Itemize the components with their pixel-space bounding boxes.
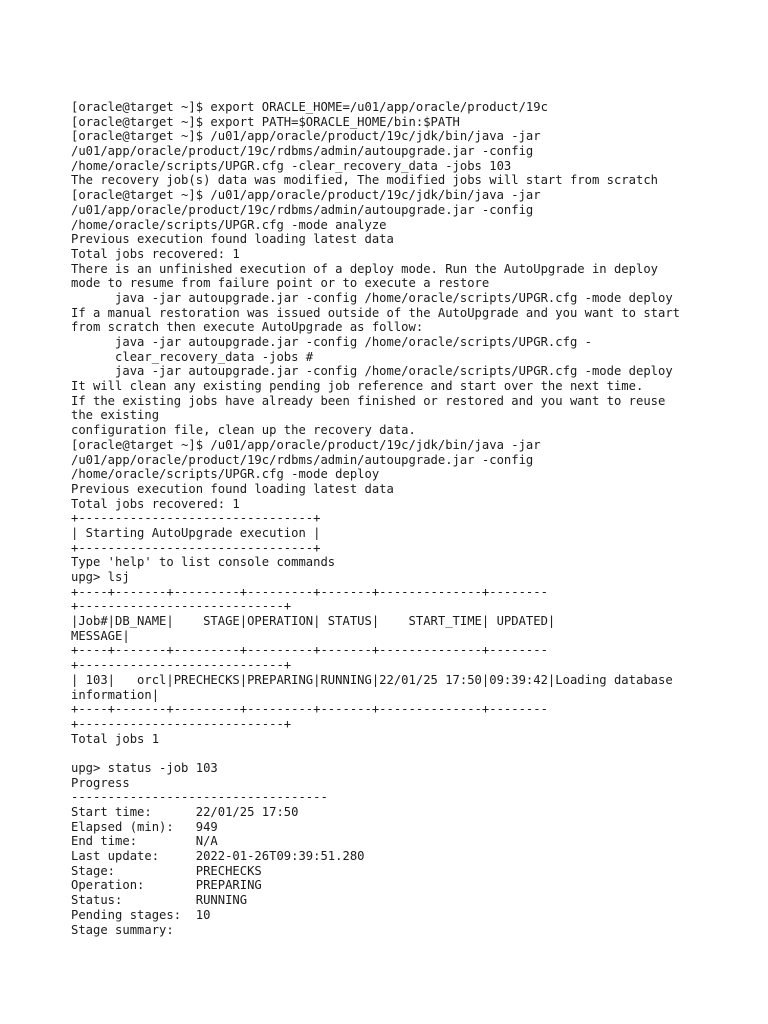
terminal-line: +----+-------+---------+---------+-------+--------------+-------- <box>71 702 548 717</box>
terminal-line: It will clean any existing pending job reference and start over the next time. <box>71 379 644 394</box>
terminal-line: ----------------------------------- <box>71 790 328 805</box>
terminal-line: +----+-------+---------+---------+-------+--------------+-------- <box>71 584 548 599</box>
terminal-line: The recovery job(s) data was modified, The modified jobs will start from scratch <box>71 173 658 188</box>
terminal-line: If a manual restoration was issued outside of the AutoUpgrade and you want to start <box>71 305 681 320</box>
terminal-line: configuration file, clean up the recovery data. <box>71 423 416 438</box>
terminal-line: | Starting AutoUpgrade execution | <box>71 525 321 540</box>
terminal-line: MESSAGE| <box>71 628 130 643</box>
terminal-line: Previous execution found loading latest data <box>71 232 394 247</box>
terminal-line: upg> lsj <box>71 570 130 584</box>
terminal-line: +----------------------------+ <box>71 658 292 673</box>
terminal-line: Total jobs recovered: 1 <box>71 246 240 261</box>
terminal-line: +----+-------+---------+---------+-------+--------------+-------- <box>71 643 548 658</box>
terminal-line: clear_recovery_data -jobs # <box>71 349 314 364</box>
terminal-line: mode to resume from failure point or to execute a restore <box>71 276 490 291</box>
terminal-line: End time: N/A <box>71 834 218 849</box>
terminal-line <box>71 746 751 761</box>
terminal-line: /u01/app/oracle/product/19c/rdbms/admin/autoupgrade.jar -config <box>71 202 534 217</box>
terminal-line: [oracle@target ~]$ /u01/app/oracle/product/19c/jdk/bin/java -jar <box>71 188 541 203</box>
terminal-line: There is an unfinished execution of a deploy mode. Run the AutoUpgrade in deploy <box>71 261 658 276</box>
terminal-line: java -jar autoupgrade.jar -config /home/oracle/scripts/UPGR.cfg -mode deploy <box>71 364 673 379</box>
terminal-line: Stage: PRECHECKS <box>71 863 262 878</box>
terminal-line: upg> status -job 103 <box>71 760 218 775</box>
terminal-line: [oracle@target ~]$ /u01/app/oracle/product/19c/jdk/bin/java -jar <box>71 437 541 452</box>
terminal-line: Stage summary: <box>71 922 174 937</box>
terminal-line: Total jobs recovered: 1 <box>71 496 240 511</box>
terminal-line: from scratch then execute AutoUpgrade as follow: <box>71 320 424 335</box>
terminal-line: +--------------------------------+ <box>71 511 321 526</box>
terminal-line: Last update: 2022-01-26T09:39:51.280 <box>71 849 365 864</box>
terminal-line: Status: RUNNING <box>71 893 248 908</box>
terminal-line: information| <box>71 687 160 702</box>
terminal-line: Previous execution found loading latest data <box>71 481 394 496</box>
terminal-line: Type 'help' to list console commands <box>71 555 336 570</box>
terminal-line: /u01/app/oracle/product/19c/rdbms/admin/autoupgrade.jar -config <box>71 144 534 159</box>
terminal-line: /home/oracle/scripts/UPGR.cfg -mode deploy <box>71 467 380 482</box>
terminal-line: +----------------------------+ <box>71 716 292 731</box>
terminal-line: the existing <box>71 408 160 423</box>
terminal-line: Elapsed (min): 949 <box>71 819 218 834</box>
terminal-line: Pending stages: 10 <box>71 907 211 922</box>
terminal-line: Start time: 22/01/25 17:50 <box>71 805 299 819</box>
terminal-line: java -jar autoupgrade.jar -config /home/oracle/scripts/UPGR.cfg -mode deploy <box>71 290 673 305</box>
terminal-line: Progress <box>71 775 130 790</box>
terminal-line: [oracle@target ~]$ /u01/app/oracle/product/19c/jdk/bin/java -jar <box>71 129 541 144</box>
terminal-line: +--------------------------------+ <box>71 540 321 555</box>
terminal-line: [oracle@target ~]$ export ORACLE_HOME=/u01/app/oracle/product/19c <box>71 100 548 114</box>
terminal-line: /u01/app/oracle/product/19c/rdbms/admin/autoupgrade.jar -config <box>71 452 534 467</box>
terminal-line: /home/oracle/scripts/UPGR.cfg -clear_recovery_data -jobs 103 <box>71 158 512 173</box>
terminal-line: /home/oracle/scripts/UPGR.cfg -mode analyze <box>71 217 387 232</box>
terminal-line: | 103| orcl|PRECHECKS|PREPARING|RUNNING|22/01/25 17:50|09:39:42|Loading database <box>71 672 673 687</box>
terminal-output <box>71 100 751 937</box>
terminal-line: java -jar autoupgrade.jar -config /home/oracle/scripts/UPGR.cfg - <box>71 335 592 349</box>
terminal-line: |Job#|DB_NAME| STAGE|OPERATION| STATUS| START_TIME| UPDATED| <box>71 614 556 629</box>
terminal-line: Total jobs 1 <box>71 731 160 746</box>
terminal-line: If the existing jobs have already been finished or restored and you want to reuse <box>71 393 666 408</box>
terminal-line: Operation: PREPARING <box>71 878 262 893</box>
terminal-line: +----------------------------+ <box>71 599 292 614</box>
terminal-line: [oracle@target ~]$ export PATH=$ORACLE_HOME/bin:$PATH <box>71 114 460 129</box>
